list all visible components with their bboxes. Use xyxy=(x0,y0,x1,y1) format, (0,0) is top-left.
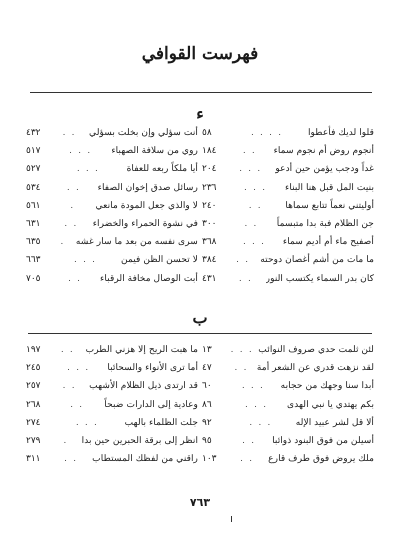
index-entry xyxy=(202,233,374,251)
index-entry xyxy=(202,396,374,414)
index-entry xyxy=(26,396,198,414)
entry-verse: وعادية إلى الدارات ضبحاً xyxy=(104,398,198,410)
section-ba-left-column xyxy=(26,341,198,468)
entry-verse: لا والذي جعل المودة مانعي xyxy=(95,199,198,211)
leader-dots: . . xyxy=(248,200,263,210)
index-entry xyxy=(202,359,374,377)
index-entry xyxy=(202,270,374,288)
leader-dots: . . . xyxy=(249,417,273,427)
section-heading-ba: ب xyxy=(192,308,208,327)
entry-verse: ملك يروض فوق طرف قارع xyxy=(268,453,374,465)
entry-page: ٨٦ xyxy=(202,399,212,410)
entry-page: ١٨٤ xyxy=(202,146,217,157)
index-entry xyxy=(26,179,198,197)
entry-verse: أوليتني نعماً تتابع سماها xyxy=(285,199,374,211)
leader-dots: . . xyxy=(236,255,250,265)
entry-page: ٥٣٤ xyxy=(26,182,41,193)
leader-dots: . . xyxy=(64,454,78,464)
leader-dots: . . xyxy=(62,128,77,137)
entry-verse: أنجوم روض أم نجوم سماء xyxy=(273,145,374,157)
entry-verse: بنيت المل قبل هنا البناء xyxy=(285,181,374,193)
leader-dots: . . xyxy=(62,381,77,391)
leader-dots: . . xyxy=(60,345,75,354)
leader-dots: . . . xyxy=(243,237,266,247)
leader-dots: . . . xyxy=(244,182,267,192)
entry-verse: قلوا لديك فأعطوا xyxy=(307,127,374,138)
index-entry xyxy=(26,215,198,233)
section-ba-right-column xyxy=(202,341,374,468)
entry-page: ٥٨ xyxy=(202,128,212,138)
entry-verse: كان بدر السماء يكتسب النور xyxy=(265,272,374,284)
entry-verse: راقني من لفظك المستطاب xyxy=(92,453,198,465)
section-hamza-right-column xyxy=(202,124,374,288)
section-hamza-left-column xyxy=(26,124,198,288)
entry-page: ٩٢ xyxy=(202,417,212,428)
entry-verse: لئن ثلمت حدي صروف النوائب xyxy=(258,344,374,355)
entry-page: ٤٧ xyxy=(202,363,212,374)
leader-dots: . . . xyxy=(67,363,91,373)
index-entry xyxy=(26,414,198,432)
leader-dots: . . xyxy=(242,435,256,445)
leader-dots: . . xyxy=(240,454,254,464)
index-entry xyxy=(202,160,374,178)
entry-verse: سرى نفسه من بعد ما سار غشه xyxy=(75,236,198,248)
index-entry xyxy=(26,377,198,395)
entry-verse: أيا ملكاً ربعه للعفاة xyxy=(126,163,198,175)
entry-page: ١٩٧ xyxy=(26,345,41,355)
entry-verse: بكم يهتدي يا نبي الهدى xyxy=(287,398,374,410)
entry-page: ٥٢٧ xyxy=(26,164,41,175)
entry-verse: روي من سلافة الصهباء xyxy=(111,145,198,157)
entry-verse: أبت الوصال مخافة الرقباء xyxy=(100,272,198,284)
leader-dots: . xyxy=(63,435,69,445)
entry-page: ٢٦٨ xyxy=(26,399,41,410)
entry-verse: ما هبت الريح إلا هزني الطرب xyxy=(85,344,198,355)
leader-dots: . . . xyxy=(241,381,265,391)
index-entry xyxy=(202,432,374,450)
entry-page: ٢٣٦ xyxy=(202,182,217,193)
leader-dots: . xyxy=(70,200,76,210)
entry-page: ٣٦٨ xyxy=(202,237,217,248)
print-mark xyxy=(231,516,232,522)
entry-verse: غداً ودجب يؤمن حين أدعو xyxy=(275,163,374,175)
index-entry xyxy=(26,341,198,359)
entry-verse: أصفيح ماء أم أديم سماء xyxy=(282,236,374,248)
index-entry xyxy=(202,377,374,395)
index-entry xyxy=(202,251,374,269)
entry-verse: قد ارتدى ذيل الظلام الأشهب xyxy=(89,380,198,392)
index-entry xyxy=(26,432,198,450)
entry-page: ١٣ xyxy=(202,345,212,355)
entry-page: ٧٠٥ xyxy=(26,273,41,284)
entry-verse: انظر إلى برقة الحبرين حين بدا xyxy=(81,434,198,446)
index-entry xyxy=(202,124,374,142)
index-entry xyxy=(202,450,374,468)
index-entry xyxy=(26,124,198,142)
leader-dots: . . xyxy=(68,273,82,283)
section-divider xyxy=(28,333,372,334)
index-entry xyxy=(26,251,198,269)
leader-dots: . . . xyxy=(245,399,268,409)
leader-dots: . . xyxy=(239,273,253,283)
entry-page: ٢٧٩ xyxy=(26,435,41,446)
entry-verse: جن الظلام فبة بدا متبسماً xyxy=(276,217,374,229)
entry-page: ٤٣١ xyxy=(202,273,217,284)
leader-dots: . . . xyxy=(75,417,99,427)
entry-verse: جلت الظلماء بالهب xyxy=(124,416,198,428)
leader-dots: . . xyxy=(242,146,257,156)
leader-dots: . . xyxy=(234,363,249,373)
leader-dots: . . . xyxy=(74,255,97,265)
index-entry xyxy=(202,215,374,233)
section-heading-hamza: ء xyxy=(196,104,204,123)
entry-verse: في نشوة الحمراء والخضراء xyxy=(92,217,198,229)
entry-verse: أنت سؤلي وإن بخلت بسؤلي xyxy=(89,127,198,138)
entry-verse: لقد نزهت قدري عن الشعر أمة xyxy=(256,362,374,374)
page-number: ٧٦٣ xyxy=(189,496,211,509)
leader-dots: . . . xyxy=(230,345,254,354)
index-entry xyxy=(26,270,198,288)
entry-verse: أبدا سنا وجهك من حجابه xyxy=(280,380,374,392)
entry-page: ٤٣٢ xyxy=(26,128,41,138)
entry-page: ٢٤٠ xyxy=(202,200,217,211)
entry-verse: أسيلن من فوق البنود ذوائبا xyxy=(272,434,374,446)
leader-dots: . . xyxy=(244,218,259,228)
index-entry xyxy=(202,414,374,432)
entry-verse: ألا قل لشر عبيد الإله xyxy=(295,416,374,428)
entry-page: ٢٥٧ xyxy=(26,381,41,392)
entry-page: ٦٠ xyxy=(202,381,212,392)
index-entry xyxy=(26,197,198,215)
entry-page: ٢٤٥ xyxy=(26,363,41,374)
index-entry xyxy=(202,179,374,197)
entry-verse: أما ترى الأنواء والسحائبا xyxy=(107,362,198,374)
entry-page: ٢٧٤ xyxy=(26,417,41,428)
entry-page: ٣٨٤ xyxy=(202,255,217,266)
entry-verse: لا تحسن الظن فيمن xyxy=(120,254,198,266)
entry-page: ٦٦٣ xyxy=(26,255,41,266)
entry-page: ٢٠٤ xyxy=(202,164,217,175)
entry-page: ٥١٧ xyxy=(26,146,41,157)
entry-page: ٩٥ xyxy=(202,435,212,446)
index-entry xyxy=(26,450,198,468)
page-title: فهرست القوافي xyxy=(141,44,259,64)
leader-dots: . . xyxy=(67,182,81,192)
index-entry xyxy=(26,142,198,160)
index-entry xyxy=(26,160,198,178)
entry-page: ١٠٣ xyxy=(202,454,217,465)
entry-page: ٦٣١ xyxy=(26,218,41,229)
leader-dots: . . . xyxy=(69,146,93,156)
entry-verse: رسائل صدق إخوان الصفاء xyxy=(97,181,198,193)
index-entry xyxy=(26,359,198,377)
leader-dots: . . xyxy=(64,218,79,228)
leader-dots: . . . xyxy=(76,164,100,174)
leader-dots: . . . . xyxy=(251,128,283,137)
entry-page: ٣١١ xyxy=(26,454,41,465)
leader-dots: . . . xyxy=(239,164,263,174)
title-divider xyxy=(30,92,372,93)
entry-page: ٦٣٥ xyxy=(26,237,41,248)
index-entry xyxy=(202,341,374,359)
entry-verse: ما مات من أشم أغصان دوحته xyxy=(260,254,374,266)
index-entry xyxy=(202,142,374,160)
leader-dots: . . xyxy=(70,399,84,409)
index-entry xyxy=(26,233,198,251)
leader-dots: . xyxy=(60,237,66,247)
entry-page: ٥٦١ xyxy=(26,200,41,211)
entry-page: ٣٠٠ xyxy=(202,218,217,229)
index-entry xyxy=(202,197,374,215)
